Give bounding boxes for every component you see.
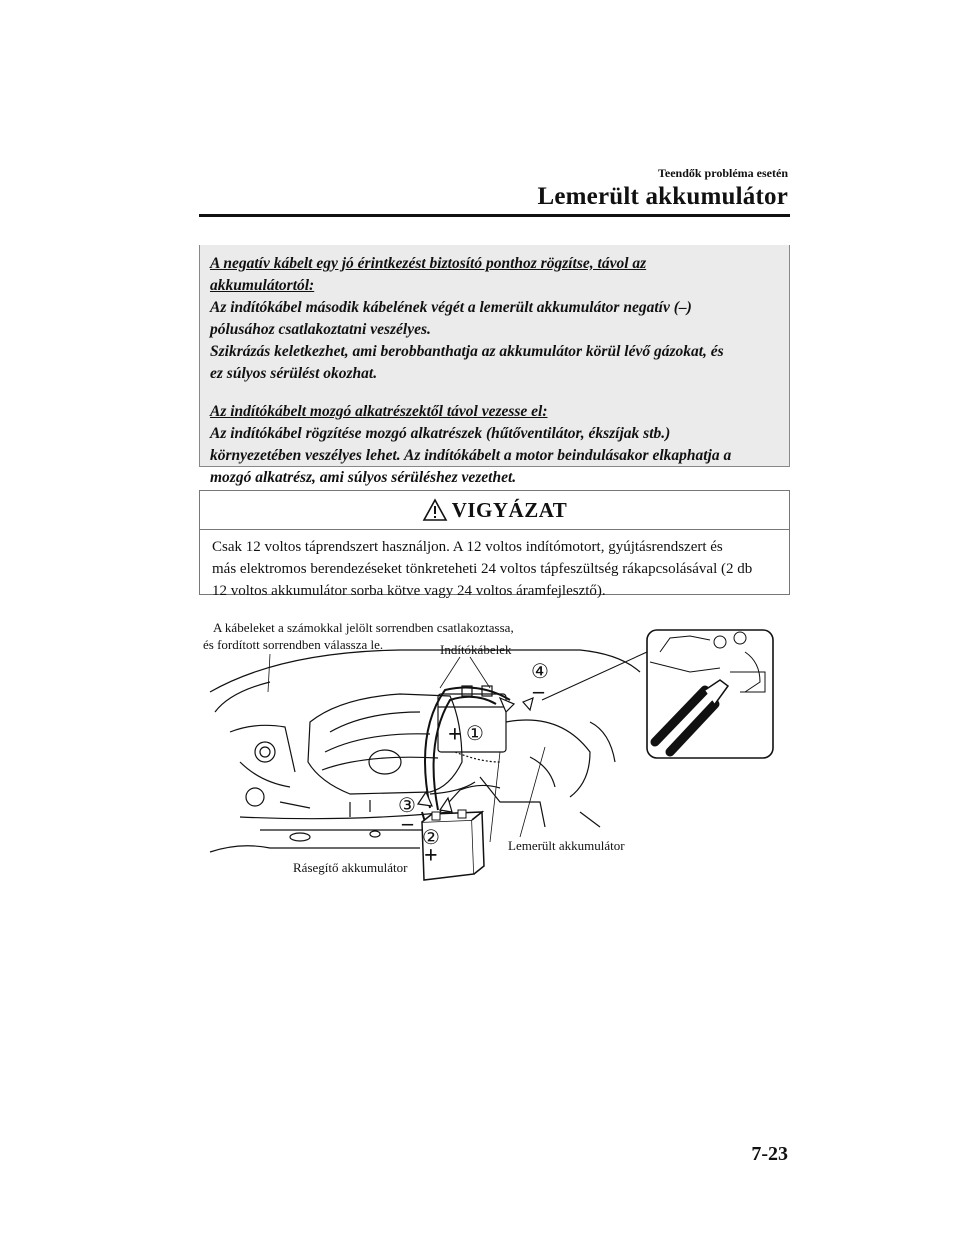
warning-text-4: ez súlyos sérülést okozhat. <box>210 365 378 382</box>
jump-start-illustration <box>200 612 790 902</box>
figure-note-line-2: és fordított sorrendben válassza le. <box>203 637 384 652</box>
caution-title: VIGYÁZAT <box>451 497 568 522</box>
figure-note-line-1: A kábeleket a számokkal jelölt sorrendben csatlakoztassa, <box>213 620 514 635</box>
caution-body <box>200 530 789 602</box>
minus-sign-booster: – <box>402 810 413 835</box>
warning-text-5: Az indítókábel rögzítése mozgó alkatrészek (hűtőventilátor, ékszíjak stb.) <box>210 425 671 442</box>
warning-heading-2: Az indítókábelt mozgó alkatrészektől távol vezesse el: <box>210 403 548 420</box>
page-title: Lemerült akkumulátor <box>537 183 788 210</box>
warning-heading-1b: akkumulátortól: <box>210 277 315 294</box>
caution-box <box>199 490 790 599</box>
warning-triangle-icon <box>422 498 448 522</box>
minus-sign-dead: – <box>533 678 544 703</box>
warning-text-1: Az indítókábel második kábelének végét a lemerült akkumulátor negatív (–) <box>210 299 692 316</box>
plus-sign-booster: + <box>424 843 438 869</box>
jumper-cables <box>422 688 510 826</box>
caution-line-2: más elektromos berendezéseket tönkreteheti 24 voltos tápfeszültség rákapcsolásával (2 db <box>212 561 753 577</box>
caution-line-3: 12 voltos akkumulátor sorba kötve vagy 24 voltos áramfejlesztő). <box>212 583 606 599</box>
warning-heading-1a: A negatív kábelt egy jó érintkezést biztosító ponthoz rögzítse, távol az <box>210 255 647 272</box>
marker-3: ③ <box>398 795 416 817</box>
negative-symbol: – <box>678 299 687 316</box>
marker-2: ② <box>422 827 440 849</box>
inset-pointer <box>542 652 647 700</box>
warning-box <box>199 245 790 486</box>
label-booster-battery: Rásegítő akkumulátor <box>293 860 408 875</box>
warning-text-3: Szikrázás keletkezhet, ami berobbanthatja az akkumulátor körül lévő gázokat, és <box>210 343 724 360</box>
label-jumper-cables: Indítókábelek <box>440 642 512 657</box>
header-divider <box>199 214 790 217</box>
warning-text-6: környezetében veszélyes lehet. Az indítókábelt a motor beindulásakor elkaphatja a <box>210 447 732 464</box>
inset-detail <box>647 630 773 758</box>
marker-4: ④ <box>531 661 549 683</box>
label-dead-battery: Lemerült akkumulátor <box>508 838 625 853</box>
caution-line-1: Csak 12 voltos táprendszert használjon. A 12 voltos indítómotort, gyújtásrendszert és <box>212 539 723 555</box>
warning-text-7: mozgó alkatrész, ami súlyos sérüléshez vezethet. <box>210 469 517 486</box>
section-name: Teendők probléma esetén <box>657 166 788 180</box>
plus-sign-dead: + <box>448 722 462 748</box>
caution-header <box>200 491 789 530</box>
page-number: 7-23 <box>751 1143 788 1165</box>
marker-1: ① <box>466 723 484 745</box>
warning-text-2: pólusához csatlakoztatni veszélyes. <box>210 321 431 338</box>
